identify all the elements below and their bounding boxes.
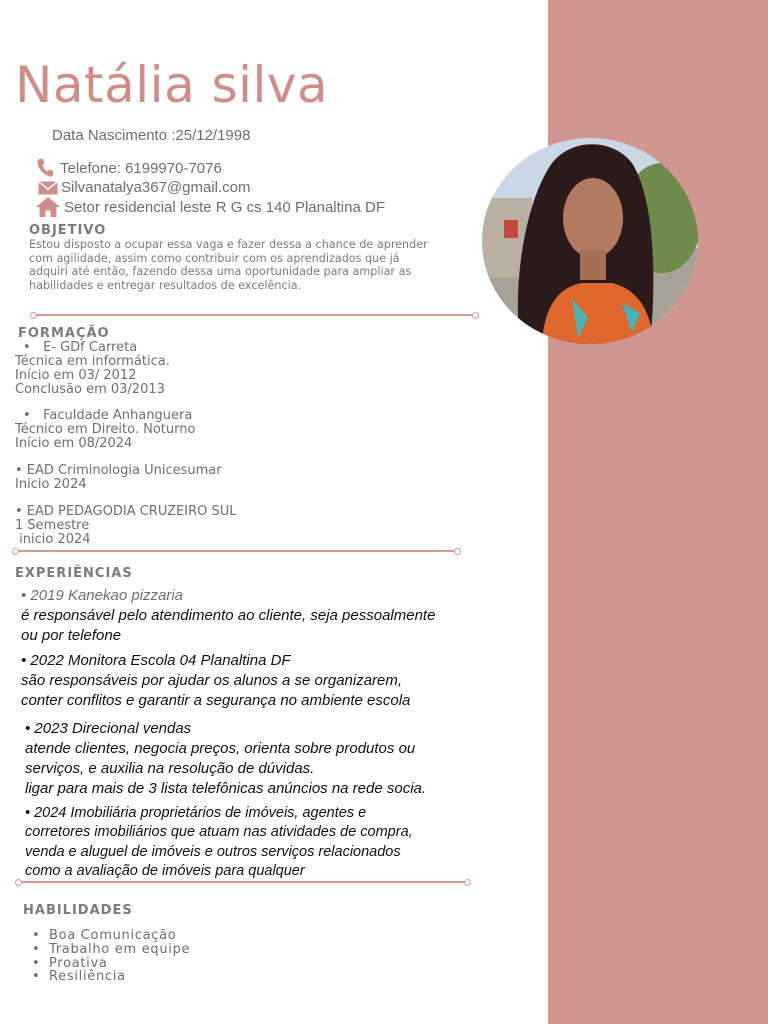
experience-item [25, 804, 413, 881]
contact-email [38, 179, 251, 196]
education-line: Início em 08/2024 [15, 436, 133, 451]
experience-item [21, 651, 410, 711]
phone-text: Telefone: 6199970-7076 [60, 159, 222, 177]
education-item-name: • E- GDf Carreta [23, 340, 138, 355]
education-title: FORMAÇÃO [18, 326, 110, 341]
candidate-name: Natália silva [15, 56, 329, 114]
experience-line: conter conflitos e garantir a segurança no ambiente escola [21, 692, 411, 709]
experience-line: corretores imobiliários que atuam nas atividades de compra, [25, 824, 413, 841]
contact-address [35, 196, 385, 218]
experience-title: EXPERIÊNCIAS [15, 566, 133, 581]
skill-item: • Trabalho em equipe [32, 943, 190, 957]
experience-line: atende clientes, negocia preços, orienta sobre produtos ou [25, 740, 416, 757]
education-item [15, 505, 236, 547]
experience-line: como a avaliação de imóveis para qualquer [25, 862, 305, 879]
divider [34, 314, 475, 316]
experience-line: serviços, e auxilia na resolução de dúvidas. [25, 760, 315, 777]
skills-list [32, 929, 190, 984]
education-item [15, 464, 222, 492]
education-line: Técnica em informática. [15, 354, 170, 369]
email-text: Silvanatalya367@gmail.com [61, 179, 251, 196]
divider [16, 550, 457, 552]
experience-heading: • 2022 Monitora Escola 04 Planaltina DF [21, 652, 291, 669]
experience-line: são responsáveis por ajudar os alunos a se organizarem, [21, 672, 403, 689]
education-line: Início em 03/ 2012 [15, 368, 137, 383]
experience-line: ou por telefone [21, 627, 122, 644]
objective-text: Estou disposto a ocupar essa vaga e fazer dessa a chance de aprender com agilidade, assim como contribuir com os aprendizados que já adquiri até então, fazendo dessa uma oportunidade para ampliar as habilidades e entregar resultados de excelência. [29, 238, 428, 292]
education-line: 1 Semestre [15, 518, 90, 533]
divider [19, 881, 467, 883]
skills-title: HABILIDADES [23, 903, 133, 918]
education-item [15, 341, 170, 397]
education-item-name: • EAD Criminologia Unicesumar [15, 463, 222, 478]
experience-item [21, 586, 435, 646]
contact-phone [36, 158, 222, 178]
objective-title: OBJETIVO [29, 223, 107, 238]
home-icon [35, 196, 61, 218]
skill-item: • Resiliência [32, 970, 190, 984]
education-item [15, 409, 195, 451]
experience-line: é responsável pelo atendimento ao cliente, seja pessoalmente [21, 607, 436, 624]
education-line: Conclusão em 03/2013 [15, 382, 165, 397]
email-icon [38, 181, 58, 195]
education-line: inicio 2024 [15, 532, 91, 547]
experience-heading: • 2023 Direcional vendas [25, 720, 192, 737]
experience-line: venda e aluguel de imóveis e outros serviços relacionados [25, 843, 401, 860]
education-item-name: • EAD PEDAGODIA CRUZEIRO SUL [15, 504, 237, 519]
skill-item: • Proativa [32, 957, 190, 971]
education-line: Técnico em Direito. Noturno [15, 422, 196, 437]
experience-line: ligar para mais de 3 lista telefônicas anúncios na rede socia. [25, 780, 427, 797]
education-item-name: • Faculdade Anhanguera [23, 408, 193, 423]
education-line: Inicio 2024 [15, 477, 87, 492]
birth-date: Data Nascimento :25/12/1998 [52, 127, 251, 144]
skill-item: • Boa Comunicação [32, 929, 190, 943]
phone-icon [36, 158, 54, 178]
address-text: Setor residencial leste R G cs 140 Planaltina DF [64, 198, 385, 216]
experience-heading: • 2024 Imobiliária proprietários de imóveis, agentes e [25, 805, 367, 821]
experience-heading: • 2019 Kanekao pizzaria [21, 587, 184, 604]
experience-item [25, 719, 426, 799]
profile-photo [482, 138, 698, 344]
